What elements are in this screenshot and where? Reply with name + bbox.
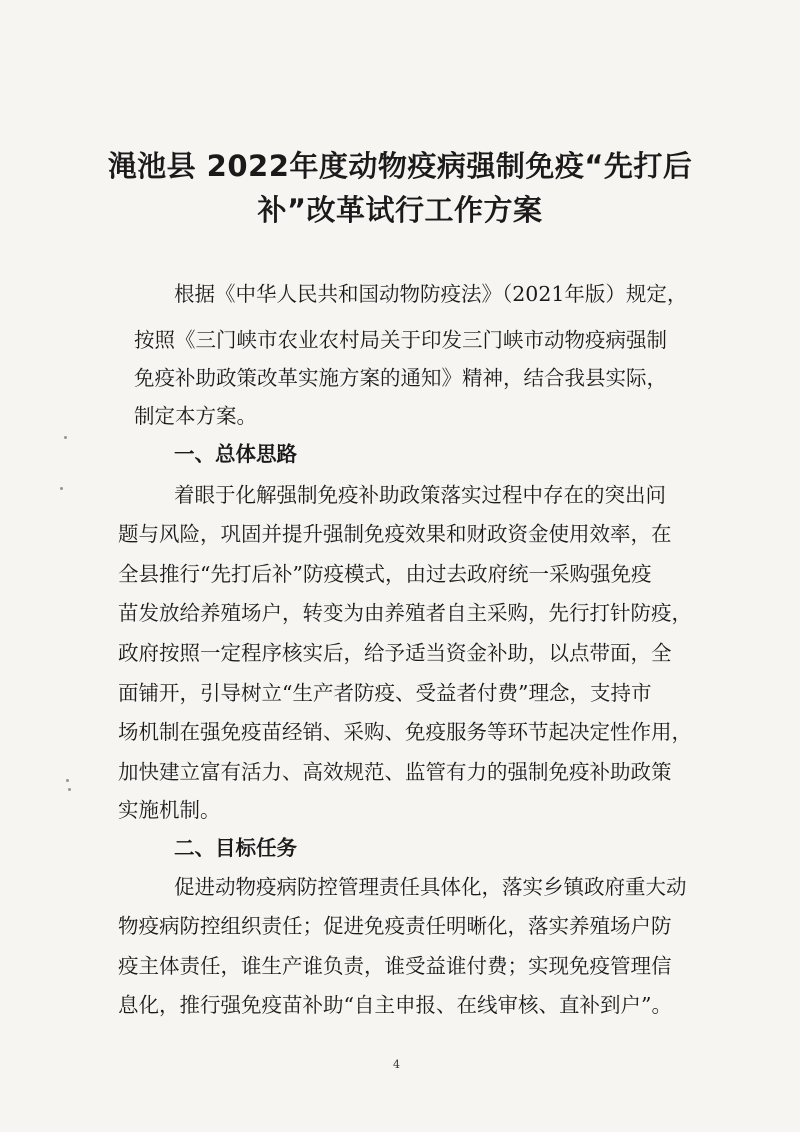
document-title-line-2: 补”改革试行工作方案: [257, 193, 543, 227]
section2-line: 促进动物疫病防控管理责任具体化，落实乡镇政府重大动: [174, 875, 687, 899]
page-number: 4: [393, 1058, 400, 1071]
section-heading-targets: 二、目标任务: [174, 836, 297, 860]
section1-line: 面铺开，引导树立“生产者防疫、受益者付费”理念，支持市: [118, 681, 652, 705]
section-heading-overall-approach: 一、总体思路: [174, 442, 297, 466]
section1-line: 全县推行“先打后补”防疫模式，由过去政府统一采购强免疫: [118, 562, 652, 586]
section1-line: 加快建立富有活力、高效规范、监管有力的强制免疫补助政策: [118, 760, 672, 784]
section1-line: 政府按照一定程序核实后，给予适当资金补助，以点带面，全: [118, 641, 672, 665]
section1-line: 场机制在强免疫苗经销、采购、免疫服务等环节起决定性作用，: [118, 720, 692, 744]
intro-line: 制定本方案。: [134, 404, 257, 428]
section1-line: 实施机制。: [118, 798, 221, 822]
section2-line: 息化，推行强免疫苗补助“自主申报、在线审核、直补到户”。: [118, 993, 672, 1017]
scan-speck: [66, 779, 69, 782]
section2-line: 疫主体责任，谁生产谁负责，谁受益谁付费；实现免疫管理信: [118, 954, 672, 978]
scan-speck: [64, 436, 67, 439]
scan-speck: [60, 487, 63, 490]
scan-speck: [68, 788, 71, 791]
intro-line: 免疫补助政策改革实施方案的通知》精神，结合我县实际，: [134, 366, 667, 390]
intro-line: 按照《三门峡市农业农村局关于印发三门峡市动物疫病强制: [134, 328, 667, 352]
document-title-line-1: 渑池县 2022年度动物疫病强制免疫“先打后: [107, 149, 693, 183]
intro-line: 根据《中华人民共和国动物防疫法》（2021年版）规定，: [174, 282, 688, 306]
section2-line: 物疫病防控组织责任；促进免疫责任明晰化，落实养殖场户防: [118, 914, 672, 938]
section1-line: 着眼于化解强制免疫补助政策落实过程中存在的突出问: [174, 483, 666, 507]
section1-line: 题与风险，巩固并提升强制免疫效果和财政资金使用效率，在: [118, 522, 672, 546]
section1-line: 苗发放给养殖场户，转变为由养殖者自主采购，先行打针防疫，: [118, 601, 692, 625]
